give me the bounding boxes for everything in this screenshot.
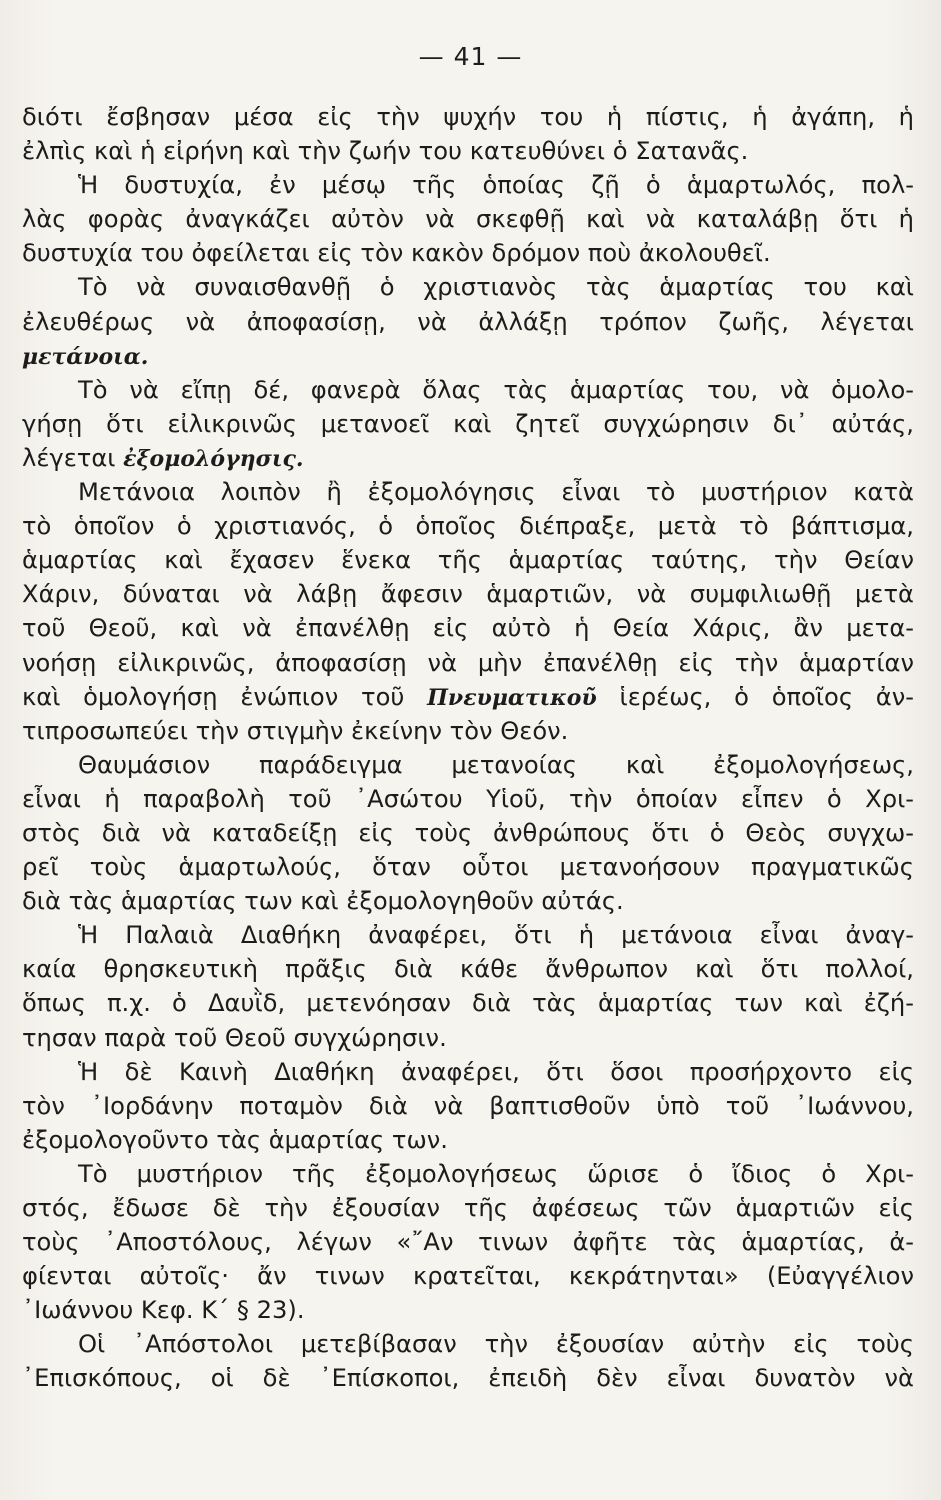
text-line [22, 680, 914, 714]
text-line [22, 270, 914, 304]
text-line [22, 168, 914, 202]
text-line [22, 850, 914, 884]
text-line [22, 441, 914, 475]
text-line [22, 407, 914, 441]
text-segment: δυστυχία του ὀφείλεται εἰς τὸν κακὸν δρόμον ποὺ ἀκολουθεῖ. [22, 239, 771, 268]
text-segment: τησαν παρὰ τοῦ Θεοῦ συγχώρησιν. [22, 1023, 447, 1052]
text-line [22, 1327, 914, 1361]
text-line [22, 475, 914, 509]
text-segment: καὶ ὁμολογήσῃ ἐνώπιον τοῦ [22, 682, 428, 711]
text-segment: ἁμαρτίας καὶ ἔχασεν ἕνεκα τῆς ἁμαρτίας ταύτης, τὴν Θείαν [22, 546, 914, 575]
text-segment: Θαυμάσιον παράδειγμα μετανοίας καὶ ἐξομολογήσεως, [78, 750, 914, 779]
text-segment: ὅπως π.χ. ὁ Δαυῒδ, μετενόησαν διὰ τὰς ἁμαρτίας των καὶ ἐζή- [22, 989, 914, 1018]
page-number: — 41 — [418, 42, 523, 71]
text-line [22, 1123, 914, 1157]
text-line [22, 986, 914, 1020]
text-segment: Ἡ δυστυχία, ἐν μέσῳ τῆς ὁποίας ζῇ ὁ ἁμαρτωλός, πολ- [78, 171, 914, 200]
text-line [22, 1191, 914, 1225]
text-segment: λὰς φορὰς ἀναγκάζει αὐτὸν νὰ σκεφθῇ καὶ νὰ καταλάβῃ ὅτι ἡ [22, 205, 914, 234]
text-segment: ρεῖ τοὺς ἁμαρτωλούς, ὅταν οὗτοι μετανοήσουν πραγματικῶς [22, 853, 914, 882]
text-segment: τιπροσωπεύει τὴν στιγμὴν ἐκείνην τὸν Θεόν. [22, 716, 569, 745]
text-segment: στὸς διὰ νὰ καταδείξῃ εἰς τοὺς ἀνθρώπους ὅτι ὁ Θεὸς συγχω- [22, 818, 914, 847]
text-line [22, 611, 914, 645]
text-line [22, 1055, 914, 1089]
text-segment: Ἡ δὲ Καινὴ Διαθήκη ἀναφέρει, ὅτι ὅσοι προσήρχοντο εἰς [78, 1057, 914, 1086]
paragraph [22, 270, 914, 372]
text-segment: ᾿Ιωάννου Κεφ. Κ΄ § 23). [22, 1296, 305, 1325]
text-line [22, 748, 914, 782]
text-segment: διότι ἔσβησαν μέσα εἰς τὴν ψυχήν του ἡ πίστις, ἡ ἀγάπη, ἡ [22, 103, 914, 131]
text-segment: Τὸ μυστήριον τῆς ἐξομολογήσεως ὥρισε ὁ ἴδιος ὁ Χρι- [78, 1159, 914, 1188]
emphasized-term: ἐξομολόγησις. [123, 445, 304, 472]
text-segment: εἶναι ἡ παραβολὴ τοῦ ᾿Ασώτου Υἱοῦ, τὴν ὁποίαν εἶπεν ὁ Χρι- [22, 784, 914, 813]
text-line [22, 202, 914, 236]
text-line [22, 134, 914, 168]
text-segment: Τὸ νὰ συναισθανθῇ ὁ χριστιανὸς τὰς ἁμαρτίας του καὶ [78, 273, 914, 302]
paragraph [22, 748, 914, 918]
text-segment: Χάριν, δύναται νὰ λάβῃ ἄφεσιν ἁμαρτιῶν, νὰ συμφιλιωθῇ μετὰ [22, 580, 914, 609]
text-line [22, 646, 914, 680]
paragraph [22, 373, 914, 475]
text-line [22, 1225, 914, 1259]
text-line [22, 305, 914, 339]
text-segment: ἐλευθέρως νὰ ἀποφασίσῃ, νὰ ἀλλάξῃ τρόπον ζωῆς, λέγεται [22, 307, 914, 336]
text-segment: Ἡ Παλαιὰ Διαθήκη ἀναφέρει, ὅτι ἡ μετάνοια εἶναι ἀναγ- [78, 921, 914, 950]
text-segment: Μετάνοια λοιπὸν ἢ ἐξομολόγησις εἶναι τὸ μυστήριον κατὰ [78, 478, 914, 507]
text-segment: τοῦ Θεοῦ, καὶ νὰ ἐπανέλθῃ εἰς αὐτὸ ἡ Θεία Χάρις, ἂν μετα- [22, 614, 914, 643]
paragraph [22, 1055, 914, 1157]
text-line [22, 1021, 914, 1055]
text-segment: ἐλπὶς καὶ ἡ εἰρήνη καὶ τὴν ζωήν του κατευθύνει ὁ Σατανᾶς. [22, 137, 749, 166]
emphasized-term: Πνευματικοῦ [427, 684, 597, 711]
text-line [22, 1293, 914, 1327]
text-line [22, 1089, 914, 1123]
text-line [22, 1259, 914, 1293]
text-segment: ἱερέως, ὁ ὁποῖος ἀν- [596, 682, 914, 711]
text-line [22, 509, 914, 543]
text-segment: τὸ ὁποῖον ὁ χριστιανός, ὁ ὁποῖος διέπραξε, μετὰ τὸ βάπτισμα, [22, 512, 914, 541]
text-line [22, 952, 914, 986]
text-line [22, 1157, 914, 1191]
text-segment: φίενται αὐτοῖς· ἄν τινων κρατεῖται, κεκράτηνται» (Εὐαγγέλιον [22, 1262, 914, 1291]
text-line [22, 714, 914, 748]
text-segment: στός, ἔδωσε δὲ τὴν ἐξουσίαν τῆς ἀφέσεως τῶν ἁμαρτιῶν εἰς [22, 1194, 914, 1222]
emphasized-term: μετάνοια. [22, 343, 149, 370]
text-segment: τὸν ᾿Ιορδάνην ποταμὸν διὰ νὰ βαπτισθοῦν ὑπὸ τοῦ ᾿Ιωάννου, [22, 1091, 914, 1120]
text-line [22, 782, 914, 816]
text-line [22, 918, 914, 952]
text-line [22, 816, 914, 850]
text-line [22, 373, 914, 407]
body-text [22, 100, 914, 1396]
text-segment: ᾿Επισκόπους, οἱ δὲ ᾿Επίσκοποι, ἐπειδὴ δὲν εἶναι δυνατὸν νὰ [22, 1364, 914, 1393]
paragraph [22, 918, 914, 1054]
text-line [22, 884, 914, 918]
text-line [22, 1361, 914, 1395]
text-segment: Τὸ νὰ εἴπῃ δέ, φανερὰ ὅλας τὰς ἁμαρτίας του, νὰ ὁμολο- [78, 375, 914, 404]
text-line [22, 543, 914, 577]
text-segment: Οἱ ᾿Απόστολοι μετεβίβασαν τὴν ἐξουσίαν αὐτὴν εἰς τοὺς [78, 1330, 914, 1359]
text-segment: ἐξομολογοῦντο τὰς ἁμαρτίας των. [22, 1125, 448, 1154]
text-segment: νοήσῃ εἰλικρινῶς, ἀποφασίσῃ νὰ μὴν ἐπανέλθῃ εἰς τὴν ἁμαρτίαν [22, 648, 914, 677]
text-segment: γήσῃ ὅτι εἰλικρινῶς μετανοεῖ καὶ ζητεῖ συγχώρησιν δι᾿ αὐτάς, [22, 409, 914, 438]
paragraph [22, 1157, 914, 1327]
text-segment: διὰ τὰς ἁμαρτίας των καὶ ἐξομολογηθοῦν αὐτάς. [22, 887, 624, 916]
text-segment: τοὺς ᾿Αποστόλους, λέγων «῎Αν τινων ἀφῆτε τὰς ἁμαρτίας, ἀ- [22, 1228, 914, 1257]
paragraph [22, 100, 914, 168]
paragraph [22, 168, 914, 270]
text-line [22, 339, 914, 373]
text-line [22, 100, 914, 134]
text-line [22, 236, 914, 270]
text-segment: καία θρησκευτικὴ πρᾶξις διὰ κάθε ἄνθρωπον καὶ ὅτι πολλοί, [22, 955, 914, 984]
paragraph [22, 1327, 914, 1395]
paragraph [22, 475, 914, 748]
text-line [22, 577, 914, 611]
text-segment: λέγεται [22, 443, 124, 472]
